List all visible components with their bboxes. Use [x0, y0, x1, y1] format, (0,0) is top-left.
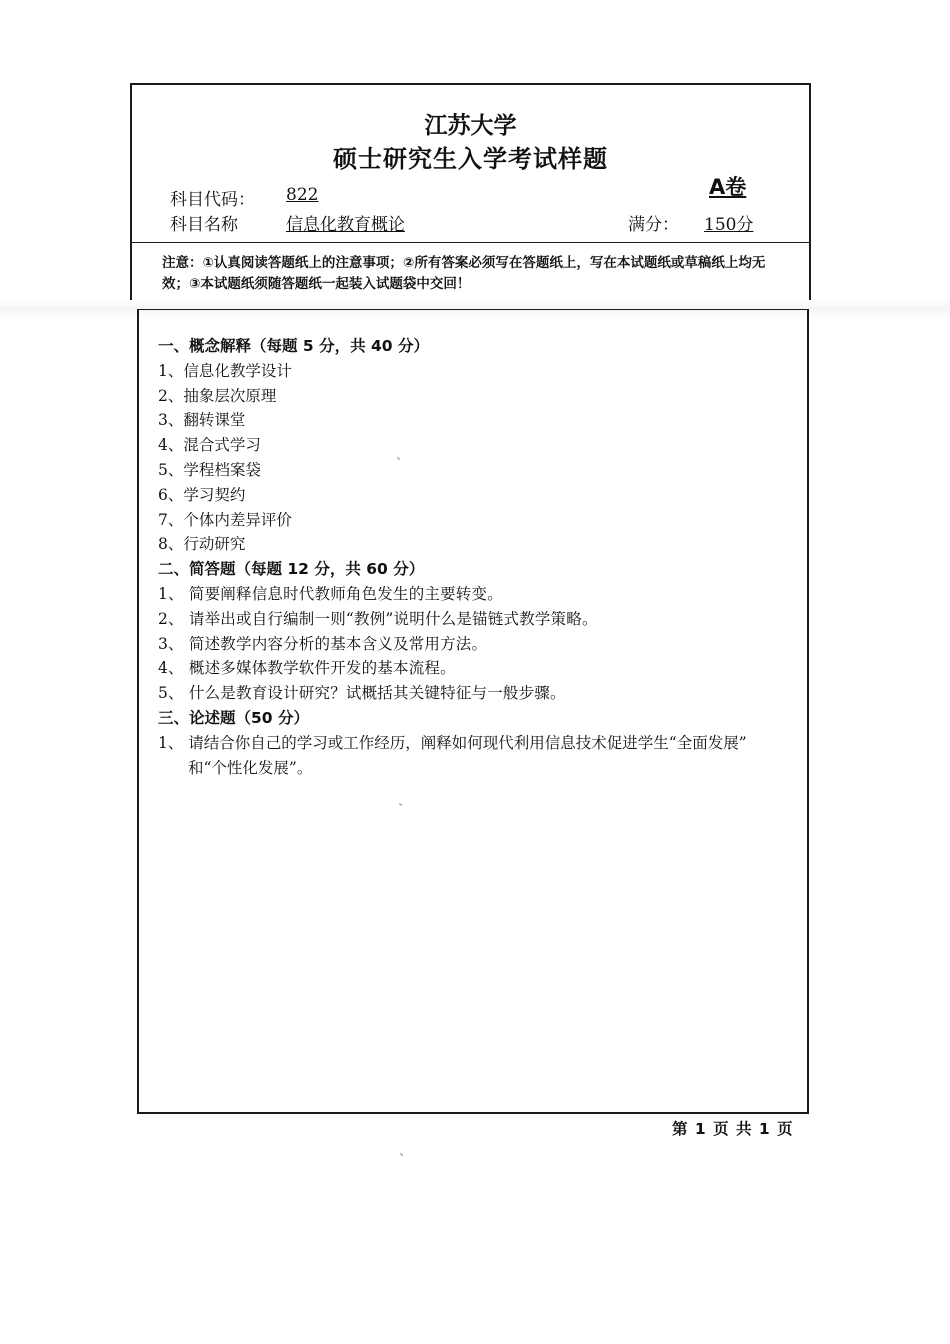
subject-code-label: 科目代码：	[170, 190, 255, 210]
section-heading-concepts: 一、概念解释（每题 5 分，共 40 分）	[158, 337, 429, 355]
subject-code-value: 822	[286, 185, 319, 205]
full-score-label: 满分：	[628, 215, 679, 235]
concept-item: 5、学程档案袋	[158, 460, 261, 479]
short-answer-item: 2、 请举出或自行编制一则“教例”说明什么是锚链式教学策略。	[158, 609, 598, 628]
concept-item: 2、抽象层次原理	[158, 386, 277, 405]
page-number: 第 1 页 共 1 页	[672, 1120, 794, 1138]
scan-speck	[400, 1153, 403, 1156]
concept-item: 8、行动研究	[158, 535, 246, 554]
concept-item: 3、翻转课堂	[158, 411, 246, 430]
short-answer-item: 1、 简要阐释信息时代教师角色发生的主要转变。	[158, 584, 503, 603]
university-name: 江苏大学	[424, 113, 517, 139]
concept-item: 4、混合式学习	[158, 436, 261, 455]
exam-header-box	[130, 83, 811, 301]
question-list	[158, 334, 808, 780]
header-divider	[132, 242, 809, 243]
exam-notice: 注意：①认真阅读答题纸上的注意事项；②所有答案必须写在答题纸上，写在本试题纸或草稿纸上均无效；③本试题纸须随答题纸一起装入试题袋中交回！	[162, 255, 766, 292]
subject-name-label: 科目名称	[170, 215, 238, 235]
exam-title: 硕士研究生入学考试样题	[333, 145, 608, 173]
paper-version-label: A卷	[709, 175, 747, 199]
short-answer-item: 4、 概述多媒体教学软件开发的基本流程。	[158, 659, 456, 678]
essay-item-line-2: 和“个性化发展”。	[188, 758, 313, 777]
section-heading-essay: 三、论述题（50 分）	[158, 708, 309, 727]
short-answer-item: 5、 什么是教育设计研究？试概括其关键特征与一般步骤。	[158, 684, 566, 703]
subject-name-value: 信息化教育概论	[286, 215, 405, 235]
short-answer-item: 3、 简述教学内容分析的基本含义及常用方法。	[158, 634, 488, 653]
concept-item: 1、信息化教学设计	[158, 361, 292, 380]
concept-item: 7、个体内差异评价	[158, 510, 292, 529]
concept-item: 6、学习契约	[158, 485, 246, 504]
questions-box	[137, 309, 809, 1114]
essay-item-line-1: 1、 请结合你自己的学习或工作经历，阐释如何现代利用信息技术促进学生“全面发展”	[158, 733, 747, 752]
full-score-value: 150分	[704, 215, 754, 235]
section-heading-short-answer: 二、简答题（每题 12 分，共 60 分）	[158, 560, 425, 579]
